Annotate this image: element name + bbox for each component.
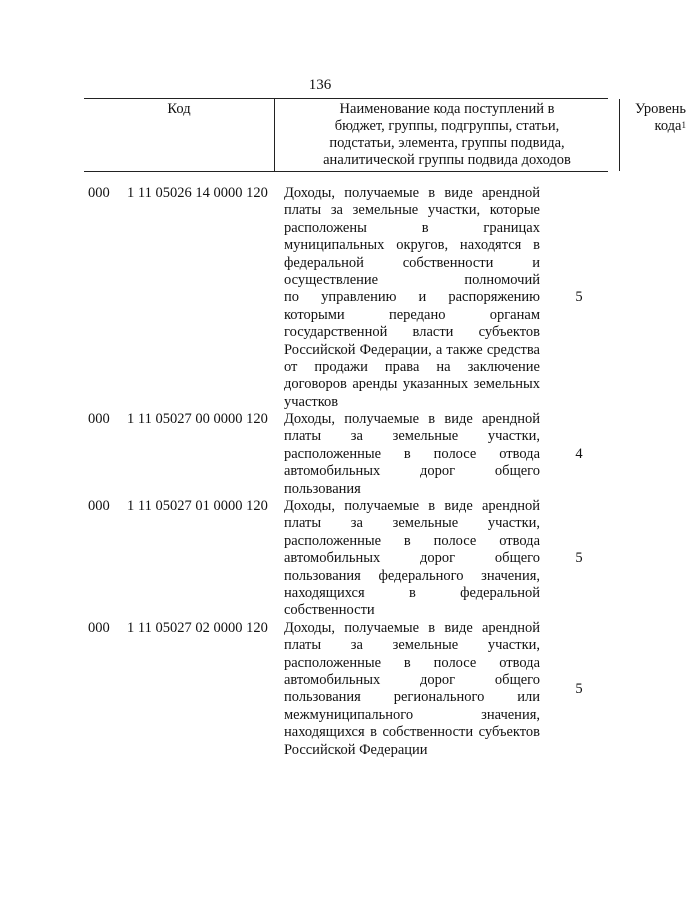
header-name-line: бюджет, группы, подгруппы, статьи, [334, 118, 560, 134]
revenue-name-line: договоров аренды указанных земельных [284, 376, 540, 393]
code-level: 5 [575, 289, 583, 306]
code-level: 5 [575, 680, 583, 697]
page-number: 136 [308, 77, 332, 93]
admin-code: 000 [88, 498, 110, 515]
revenue-name-line: Доходы, получаемые в виде арендной [284, 185, 540, 201]
header-name-cell [274, 99, 620, 171]
revenue-name-line: которыми передано органам [284, 306, 540, 323]
revenue-code: 1 11 05026 14 0000 120 [127, 185, 268, 201]
revenue-name-line: Российской Федерации [284, 741, 428, 758]
code-level: 5 [575, 550, 583, 567]
revenue-name-line: расположенные в полосе отвода [284, 445, 540, 462]
revenue-name-line: находящихся в собственности субъектов [284, 724, 540, 741]
revenue-name-line: государственной власти субъектов [284, 324, 540, 341]
admin-code: 000 [88, 619, 110, 636]
table-row [0, 411, 640, 498]
revenue-name-line: пользования федерального значения, [284, 567, 540, 584]
revenue-name [284, 411, 540, 498]
code-level: 4 [575, 445, 583, 462]
header-level-label: кода [654, 118, 682, 134]
header-level-line1: Уровень [634, 101, 686, 117]
revenue-name-line: находящихся в федеральной [284, 584, 540, 601]
header-name-line: аналитической группы подвида доходов [323, 152, 571, 168]
header-name-line: Наименование кода поступлений в [339, 101, 555, 117]
revenue-name-line: Доходы, получаемые в виде арендной [284, 411, 540, 428]
table-row [0, 498, 640, 620]
revenue-name [284, 185, 540, 411]
header-name-line: подстатьи, элемента, группы подвида, [329, 135, 565, 151]
revenue-name-line: Доходы, получаемые в виде арендной [284, 619, 540, 636]
revenue-code: 1 11 05027 02 0000 120 [127, 619, 268, 636]
revenue-name-line: федеральной собственности и [284, 254, 540, 271]
table-row [0, 185, 640, 411]
revenue-name-line: расположены в границах [284, 219, 540, 236]
header-code-label: Код [167, 101, 191, 117]
revenue-name-line: осуществление полномочий [284, 271, 540, 288]
table-header [84, 98, 686, 172]
revenue-name-line: автомобильных дорог общего [284, 671, 540, 688]
revenue-name-line: участков [284, 393, 339, 410]
revenue-name-line: межмуниципального значения, [284, 706, 540, 723]
revenue-name-line: по управлению и распоряжению [284, 289, 540, 306]
admin-code: 000 [88, 411, 110, 428]
revenue-name-line: собственности [284, 602, 375, 619]
table-body [0, 185, 640, 759]
revenue-name-line: платы за земельные участки, [284, 515, 540, 532]
revenue-code: 1 11 05027 00 0000 120 [127, 411, 268, 428]
revenue-name-line: расположенные в полосе отвода [284, 654, 540, 671]
revenue-name-line: пользования [284, 480, 361, 497]
footnote-marker: 1 [681, 120, 686, 130]
revenue-name-line: муниципальных округов, находятся в [284, 237, 540, 254]
revenue-name-line: платы за земельные участки, [284, 428, 540, 445]
revenue-name-line: пользования регионального или [284, 689, 540, 706]
revenue-name-line: автомобильных дорог общего [284, 550, 540, 567]
revenue-name-line: от продажи права на заключение [284, 358, 540, 375]
revenue-code: 1 11 05027 01 0000 120 [127, 498, 268, 515]
revenue-name [284, 620, 540, 759]
revenue-name [284, 498, 540, 620]
header-level-cell [620, 99, 690, 171]
admin-code: 000 [88, 185, 110, 201]
revenue-name-line: расположенные в полосе отвода [284, 532, 540, 549]
revenue-name-line: Доходы, получаемые в виде арендной [284, 498, 540, 515]
revenue-name-line: автомобильных дорог общего [284, 463, 540, 480]
revenue-name-line: платы за земельные участки, которые [284, 202, 540, 219]
header-level-line2 [620, 118, 686, 135]
revenue-name-line: платы за земельные участки, [284, 637, 540, 654]
revenue-name-line: Российской Федерации, а также средства [284, 341, 540, 358]
table-row [0, 620, 640, 759]
header-code-cell [84, 99, 274, 171]
